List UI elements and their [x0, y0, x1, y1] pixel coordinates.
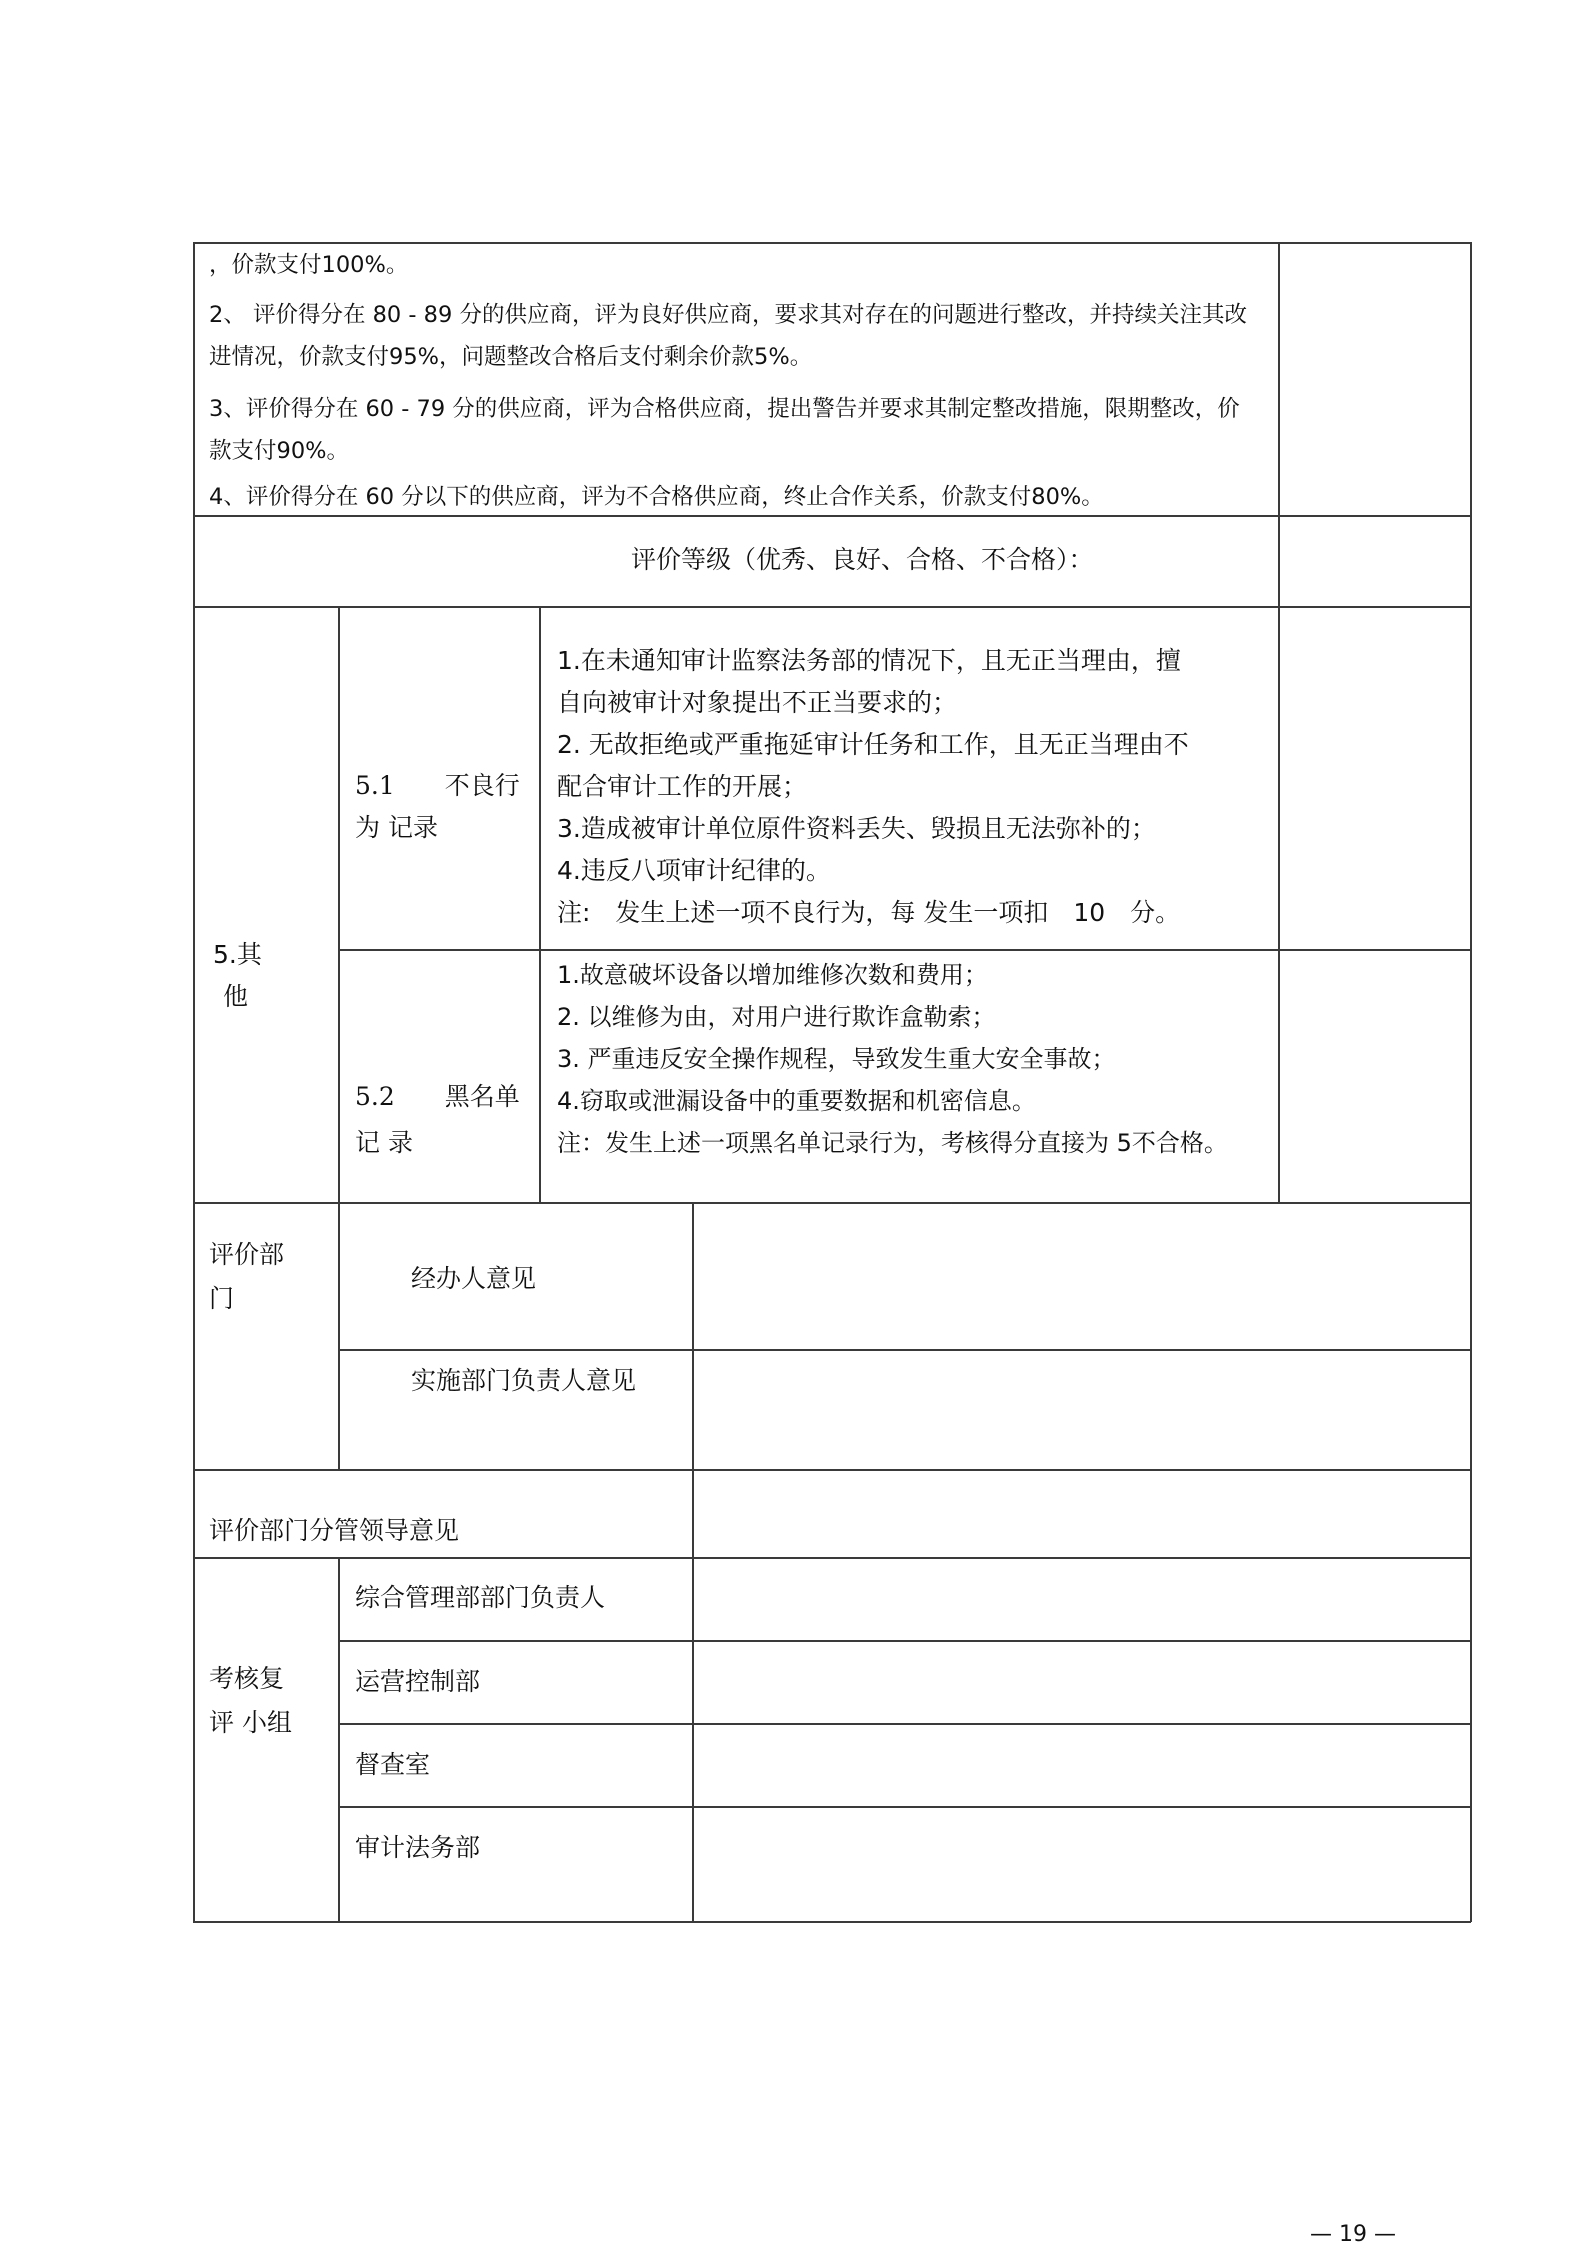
evaluation-table — [193, 242, 1471, 1922]
table-rule-v — [338, 1557, 340, 1922]
review-row-label: 督查室 — [355, 1750, 431, 1779]
table-rule — [338, 1806, 1471, 1808]
table-rule — [193, 1469, 1471, 1471]
review-row-label: 运营控制部 — [355, 1667, 481, 1696]
dept-head-opinion-label: 实施部门负责人意见 — [411, 1366, 637, 1395]
criteria-item-3: 3、评价得分在 60 - 79 分的供应商，评为合格供应商，提出警告并要求其制定整改措施，限期整改，价 — [209, 396, 1240, 422]
table-rule — [338, 1640, 1471, 1642]
table-rule-v — [338, 606, 340, 1470]
leader-opinion-label: 评价部门分管领导意见 — [209, 1516, 460, 1545]
blacklist-list — [557, 954, 1228, 1164]
other-section-label: 5.其 — [213, 940, 262, 969]
bad-behavior-list — [557, 640, 1189, 934]
blacklist-label: 5.2 黑名单 — [355, 1082, 520, 1111]
list-item: 3. 严重违反安全操作规程，导致发生重大安全事故； — [557, 1045, 1116, 1073]
table-rule-v — [539, 606, 541, 1203]
table-rule — [193, 1557, 1471, 1559]
page-number: — 19 — — [1310, 2222, 1396, 2247]
table-rule — [338, 949, 1471, 951]
criteria-item-2: 2、 评价得分在 80 - 89 分的供应商，评为良好供应商，要求其对存在的问题进行整改，并持续关注其改 — [209, 302, 1247, 328]
table-rule-v — [1278, 242, 1280, 1203]
criteria-item-3-cont: 款支付90%。 — [209, 438, 350, 464]
eval-dept-label: 评价部 — [209, 1240, 285, 1269]
bad-behavior-label-cont: 为 记录 — [355, 813, 438, 842]
table-rule — [338, 1723, 1471, 1725]
list-item: 4.违反八项审计纪律的。 — [557, 856, 831, 885]
list-item: 2. 无故拒绝或严重拖延审计任务和工作，且无正当理由不 — [557, 730, 1189, 759]
review-group-label-cont: 评 小组 — [209, 1708, 292, 1737]
grade-label: 评价等级（优秀、良好、合格、不合格）： — [631, 545, 1094, 574]
bad-behavior-label: 5.1 不良行 — [355, 771, 520, 800]
handler-opinion-label: 经办人意见 — [411, 1264, 537, 1293]
other-section-label-cont: 他 — [223, 982, 249, 1011]
table-border-right — [1470, 242, 1472, 1922]
list-item: 注: 发生上述一项不良行为，每 发生一项扣 10 分。 — [557, 898, 1181, 927]
criteria-line: ，价款支付100%。 — [209, 252, 409, 278]
eval-dept-label-cont: 门 — [209, 1284, 235, 1313]
table-rule-v — [692, 1202, 694, 1922]
table-rule — [338, 1349, 1471, 1351]
table-border-left — [193, 242, 195, 1922]
list-item: 配合审计工作的开展； — [557, 772, 808, 801]
list-item: 自向被审计对象提出不正当要求的； — [557, 688, 958, 717]
review-row-label: 审计法务部 — [355, 1833, 481, 1862]
list-item: 1.故意破坏设备以增加维修次数和费用； — [557, 961, 988, 989]
review-row-label: 综合管理部部门负责人 — [355, 1583, 606, 1612]
list-item: 4.窃取或泄漏设备中的重要数据和机密信息。 — [557, 1087, 1036, 1115]
criteria-item-2-cont: 进情况，价款支付95%，问题整改合格后支付剩余价款5%。 — [209, 344, 813, 370]
list-item: 注：发生上述一项黑名单记录行为，考核得分直接为 5不合格。 — [557, 1129, 1228, 1157]
blacklist-label-cont: 记 录 — [355, 1128, 413, 1157]
list-item: 3.造成被审计单位原件资料丢失、毁损且无法弥补的； — [557, 814, 1156, 843]
list-item: 1.在未通知审计监察法务部的情况下，且无正当理由，擅 — [557, 646, 1181, 675]
criteria-item-4: 4、评价得分在 60 分以下的供应商，评为不合格供应商，终止合作关系，价款支付80%。 — [209, 484, 1104, 510]
list-item: 2. 以维修为由，对用户进行欺诈盒勒索； — [557, 1003, 996, 1031]
review-group-label: 考核复 — [209, 1664, 285, 1693]
table-border-bottom — [193, 1921, 1471, 1923]
